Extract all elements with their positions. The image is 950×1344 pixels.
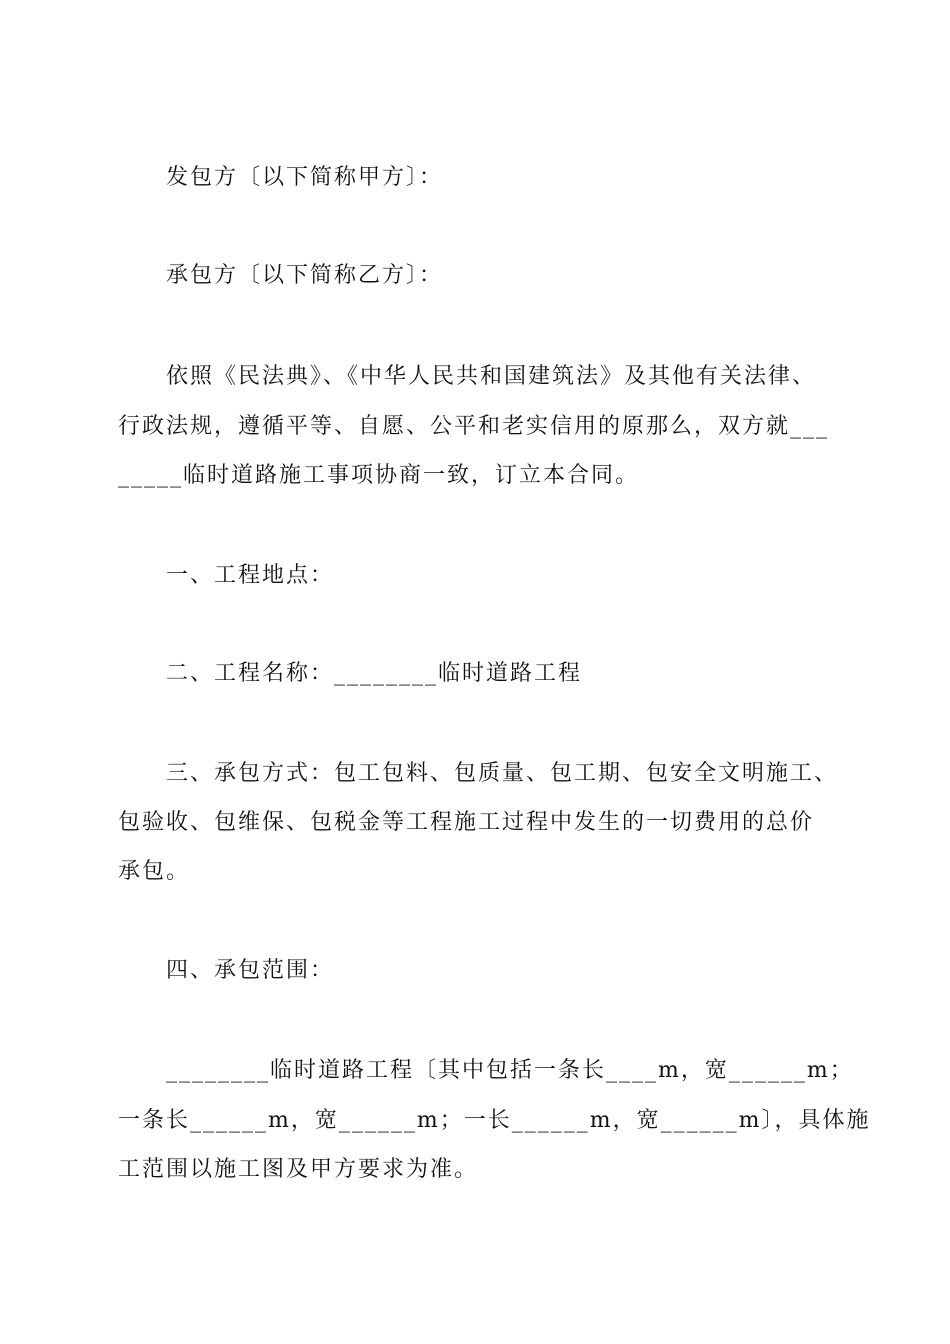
party-a-line: 发包方〔以下简称甲方〕： <box>166 165 444 190</box>
section-4-line-3: 工范围以施工图及甲方要求为准。 <box>118 1157 479 1182</box>
section-3-line-3: 承包。 <box>118 859 191 884</box>
party-b-line: 承包方〔以下简称乙方〕： <box>166 263 444 288</box>
section-1-location: 一、工程地点： <box>166 563 335 588</box>
preamble-line-1: 依照《民法典》、《中华人民共和国建筑法》及其他有关法律、 <box>166 364 817 389</box>
section-3-line-1: 三、承包方式：包工包料、包质量、包工期、包安全文明施工、 <box>166 761 839 786</box>
section-2-name: 二、工程名称：________临时道路工程 <box>166 661 583 686</box>
section-3-line-2: 包验收、包维保、包税金等工程施工过程中发生的一切费用的总价 <box>118 810 815 835</box>
section-4-line-2: 一条长______m，宽______m；一长______m，宽______m〕，具体施 <box>118 1108 871 1133</box>
section-4-title: 四、承包范围： <box>166 958 335 983</box>
preamble-line-3: _____临时道路施工事项协商一致，订立本合同。 <box>118 463 640 488</box>
section-4-line-1: ________临时道路工程〔其中包括一条长____m，宽______m； <box>166 1058 854 1083</box>
preamble-line-2: 行政法规，遵循平等、自愿、公平和老实信用的原那么，双方就___ <box>118 414 830 439</box>
